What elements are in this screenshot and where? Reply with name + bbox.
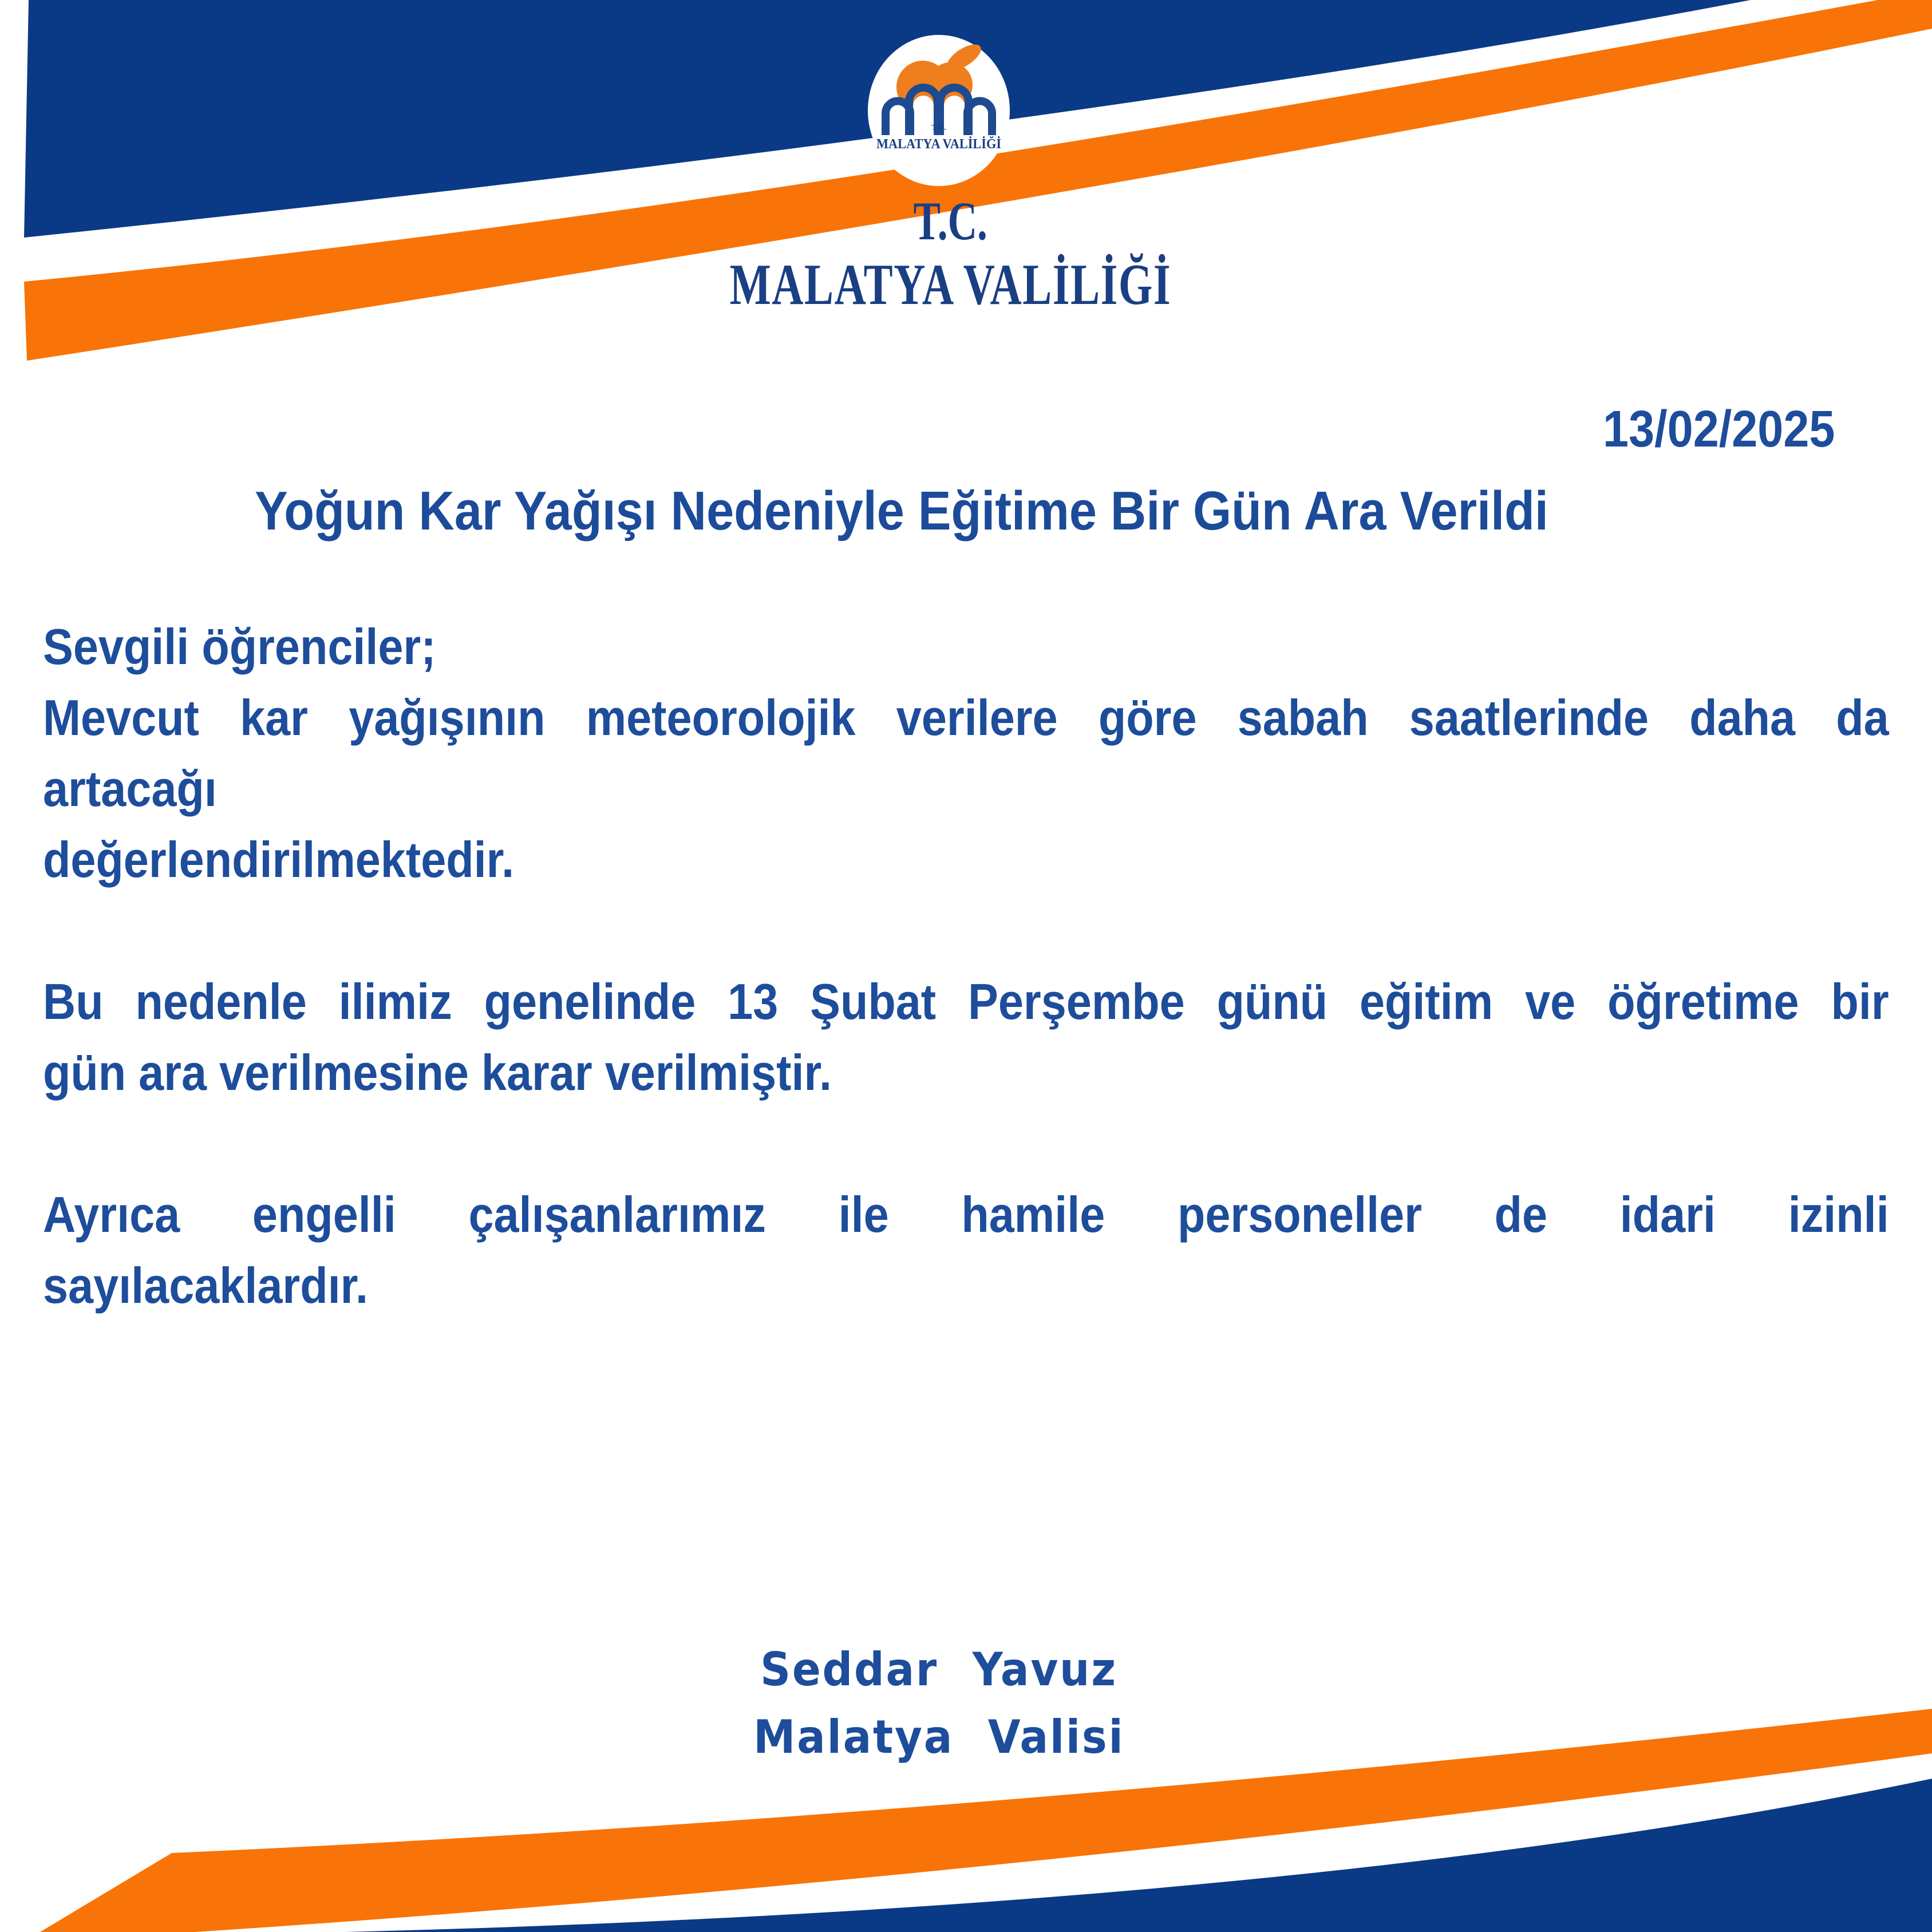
bottom-wave-banner	[0, 1497, 1932, 1932]
letterhead	[0, 189, 1901, 317]
arch-inner-small-right	[971, 109, 988, 136]
governorship-logo	[868, 35, 1010, 186]
logo-small-tc: T.C.	[931, 124, 946, 132]
paragraph1-line3: değerlendirilmektedir.	[43, 831, 515, 888]
letterhead-org-text: MALATYA VALİLİĞİ	[729, 252, 1171, 317]
document-date	[1577, 401, 1835, 458]
paragraph-gap	[43, 1108, 1889, 1179]
letterhead-tc-text: T.C.	[913, 191, 987, 251]
arch-inner-small-left	[890, 109, 906, 136]
logo-small-org: MALATYA VALİLİĞİ	[876, 137, 1011, 152]
paragraph2-line1: Bu nedenle ilimiz genelinde 13 Şubat Perşembe günü eğitim ve öğretime bir	[43, 973, 1889, 1030]
signer-name-text: Seddar Yavuz	[760, 1643, 1117, 1696]
document-body	[43, 611, 1889, 1321]
letterhead-tc	[0, 189, 1901, 253]
paragraph1-line2: artacağı	[43, 760, 217, 817]
paragraph-gap	[43, 895, 1889, 966]
paragraph3-line2: sayılacaklardır.	[43, 1257, 369, 1314]
arch-inner-tall-right	[944, 96, 965, 135]
paragraph2-line2: gün ara verilmesine karar verilmiştir.	[43, 1044, 832, 1101]
document-date-text: 13/02/2025	[1602, 401, 1835, 458]
document-title: Yoğun Kar Yağışı Nedeniyle Eğitime Bir Gün Ara Verildi	[255, 480, 1548, 542]
greeting-line: Sevgili öğrenciler;	[43, 618, 436, 675]
letterhead-org	[0, 253, 1901, 317]
paragraph3-line1: Ayrıca engelli çalışanlarımız ile hamile personeller de idari izinli	[43, 1186, 1889, 1243]
signer-role-text: Malatya Valisi	[753, 1710, 1125, 1764]
paragraph1-line1: Mevcut kar yağışının meteorolojik verilere göre sabah saatlerinde daha da	[43, 689, 1889, 746]
arch-inner-tall-left	[913, 96, 934, 135]
